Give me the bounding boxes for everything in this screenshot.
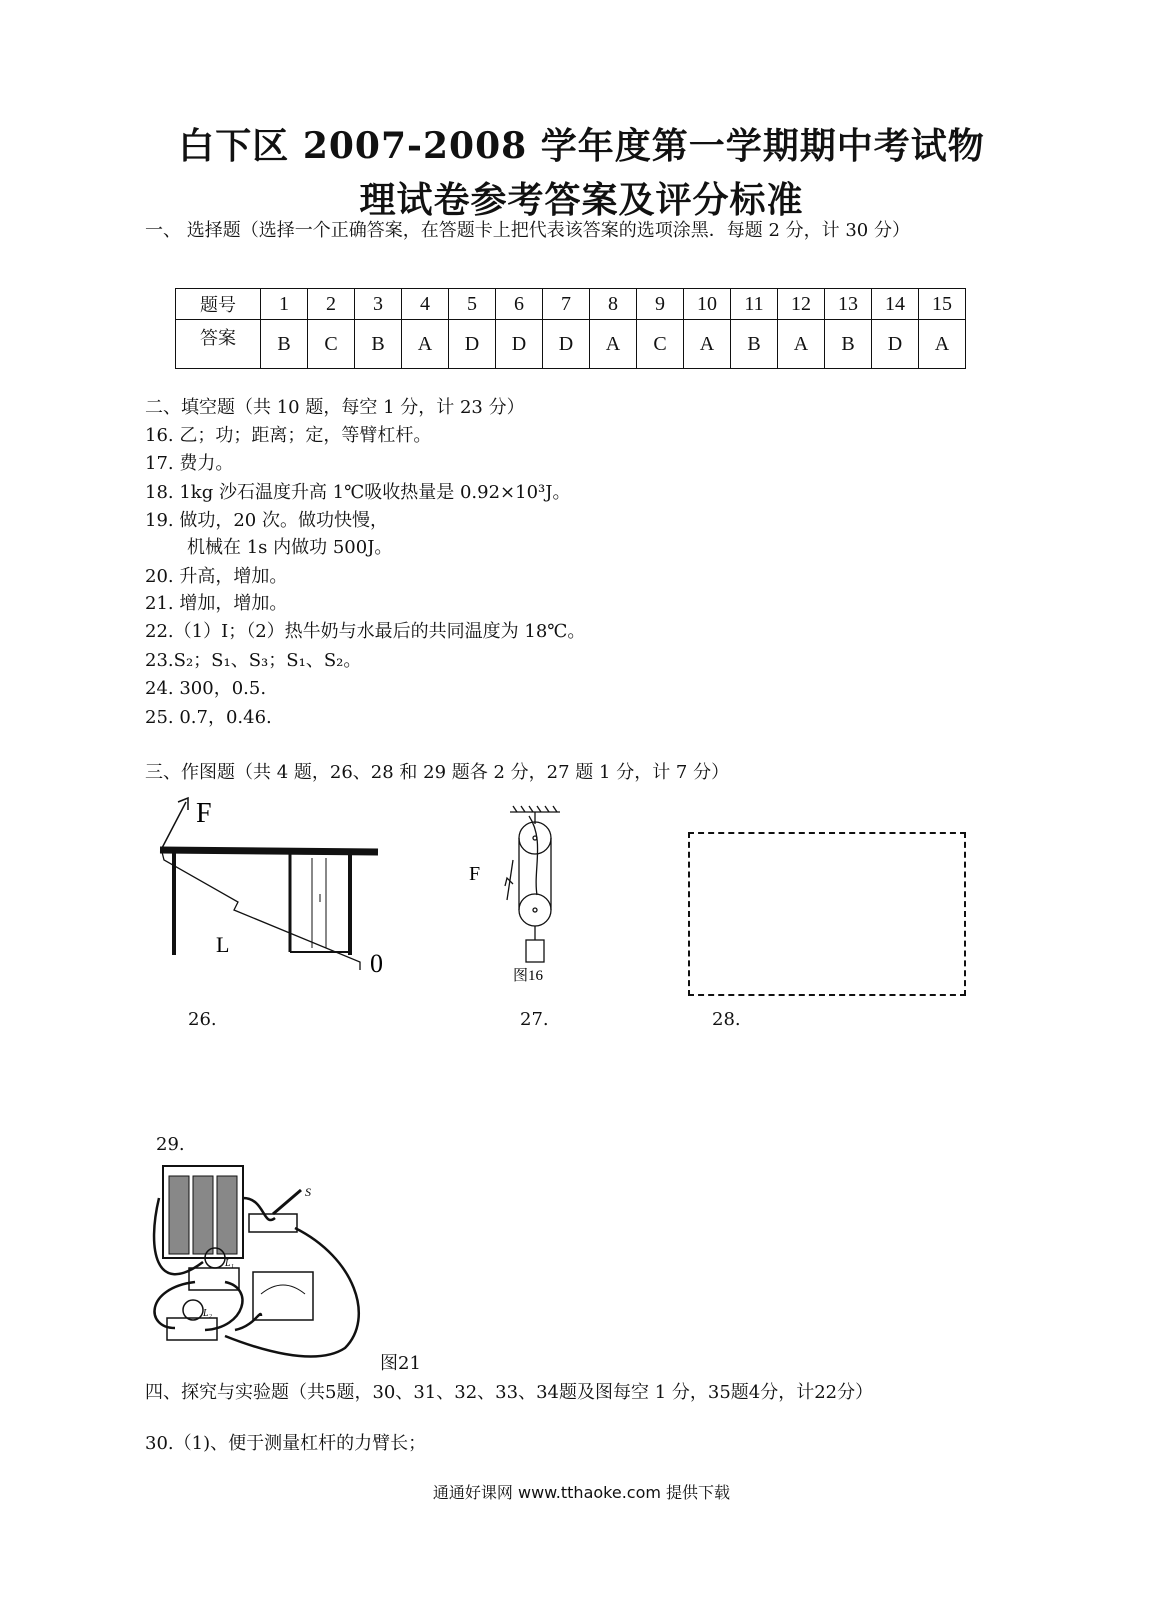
table-cell-number: 6	[496, 289, 543, 320]
table-cell-answer: B	[355, 320, 402, 369]
table-cell-answer: A	[590, 320, 637, 369]
table-cell-number: 8	[590, 289, 637, 320]
table-cell-answer: B	[731, 320, 778, 369]
table-cell-number: 10	[684, 289, 731, 320]
table-cell-answer: D	[543, 320, 590, 369]
fig27-number: 27.	[520, 1009, 549, 1030]
table-cell-answer: A	[919, 320, 966, 369]
table-cell-number: 4	[402, 289, 449, 320]
table-cell-answer: A	[778, 320, 825, 369]
table-row1-label: 题号	[176, 289, 261, 320]
table-row2-label: 答案	[176, 320, 261, 369]
table-cell-answer: B	[261, 320, 308, 369]
table-cell-number: 11	[731, 289, 778, 320]
fig26-label-l: L	[216, 932, 230, 957]
table-cell-number: 14	[872, 289, 919, 320]
answer-line: 19. 做功，20 次。做功快慢，	[145, 510, 388, 531]
table-cell-answer: A	[684, 320, 731, 369]
fig29-caption: 图21	[380, 1353, 421, 1374]
page-title-line1: 白下区 2007-2008 学年度第一学期期中考试物	[178, 125, 985, 167]
table-cell-number: 2	[308, 289, 355, 320]
answer-line: 23.S₂；S₁、S₃；S₁、S₂。	[145, 650, 362, 671]
answer-line: 机械在 1s 内做功 500J。	[187, 537, 393, 558]
answer-line: 24. 300，0.5.	[145, 678, 267, 699]
fig26-label-f: F	[196, 798, 212, 829]
fig29-label-s: S	[305, 1185, 311, 1199]
section3-heading: 三、作图题（共 4 题，26、28 和 29 题各 2 分，27 题 1 分，计 7 分）	[145, 762, 730, 783]
answer-line-30: 30.（1)、便于测量杠杆的力臂长；	[145, 1433, 427, 1454]
fig26-number: 26.	[188, 1009, 217, 1030]
answer-line: 22.（1）I；（2）热牛奶与水最后的共同温度为 18℃。	[145, 621, 586, 642]
fig29-label-l1: L₁	[225, 1258, 235, 1269]
fig27-label-f: F	[469, 863, 481, 885]
answer-table	[175, 288, 966, 369]
table-cell-number: 5	[449, 289, 496, 320]
figure-27-pulley	[455, 800, 585, 990]
fig28-number: 28.	[712, 1009, 741, 1030]
answer-line: 25. 0.7，0.46.	[145, 707, 272, 728]
section1-heading: 一、 选择题（选择一个正确答案，在答题卡上把代表该答案的选项涂黑．每题 2 分，计 30 分）	[145, 220, 910, 241]
table-cell-answer: B	[825, 320, 872, 369]
table-cell-answer: A	[402, 320, 449, 369]
answer-line: 16. 乙；功；距离；定，等臂杠杆。	[145, 425, 432, 446]
table-cell-answer: C	[637, 320, 684, 369]
table-cell-number: 9	[637, 289, 684, 320]
fig27-caption: 图16	[513, 968, 544, 984]
table-cell-number: 13	[825, 289, 872, 320]
table-cell-number: 3	[355, 289, 402, 320]
table-cell-answer: D	[872, 320, 919, 369]
table-cell-number: 1	[261, 289, 308, 320]
section2-heading: 二、填空题（共 10 题，每空 1 分，计 23 分）	[145, 397, 525, 418]
section4-heading: 四、探究与实验题（共5题，30、31、32、33、34题及图每空 1 分，35题4分，计22分）	[145, 1382, 874, 1403]
table-cell-answer: D	[496, 320, 543, 369]
page-footer: 通通好课网 www.tthaoke.com 提供下载	[432, 1483, 731, 1502]
figure-29-circuit	[145, 1158, 385, 1368]
page-title-line2: 理试卷参考答案及评分标准	[359, 179, 804, 221]
answer-line: 18. 1kg 沙石温度升高 1℃吸收热量是 0.92×10³J。	[145, 482, 571, 503]
answer-line: 21. 增加，增加。	[145, 593, 288, 614]
answer-line: 17. 费力。	[145, 453, 234, 474]
fig29-number: 29.	[156, 1134, 185, 1155]
figure-26-lever	[150, 790, 390, 990]
table-cell-number: 12	[778, 289, 825, 320]
table-cell-number: 15	[919, 289, 966, 320]
answer-line: 20. 升高，增加。	[145, 566, 288, 587]
fig26-label-o: 0	[370, 949, 383, 978]
table-cell-answer: C	[308, 320, 355, 369]
fig29-label-l2: L₂	[203, 1308, 213, 1319]
table-cell-answer: D	[449, 320, 496, 369]
table-cell-number: 7	[543, 289, 590, 320]
figure-28-dashed-box	[688, 832, 966, 996]
